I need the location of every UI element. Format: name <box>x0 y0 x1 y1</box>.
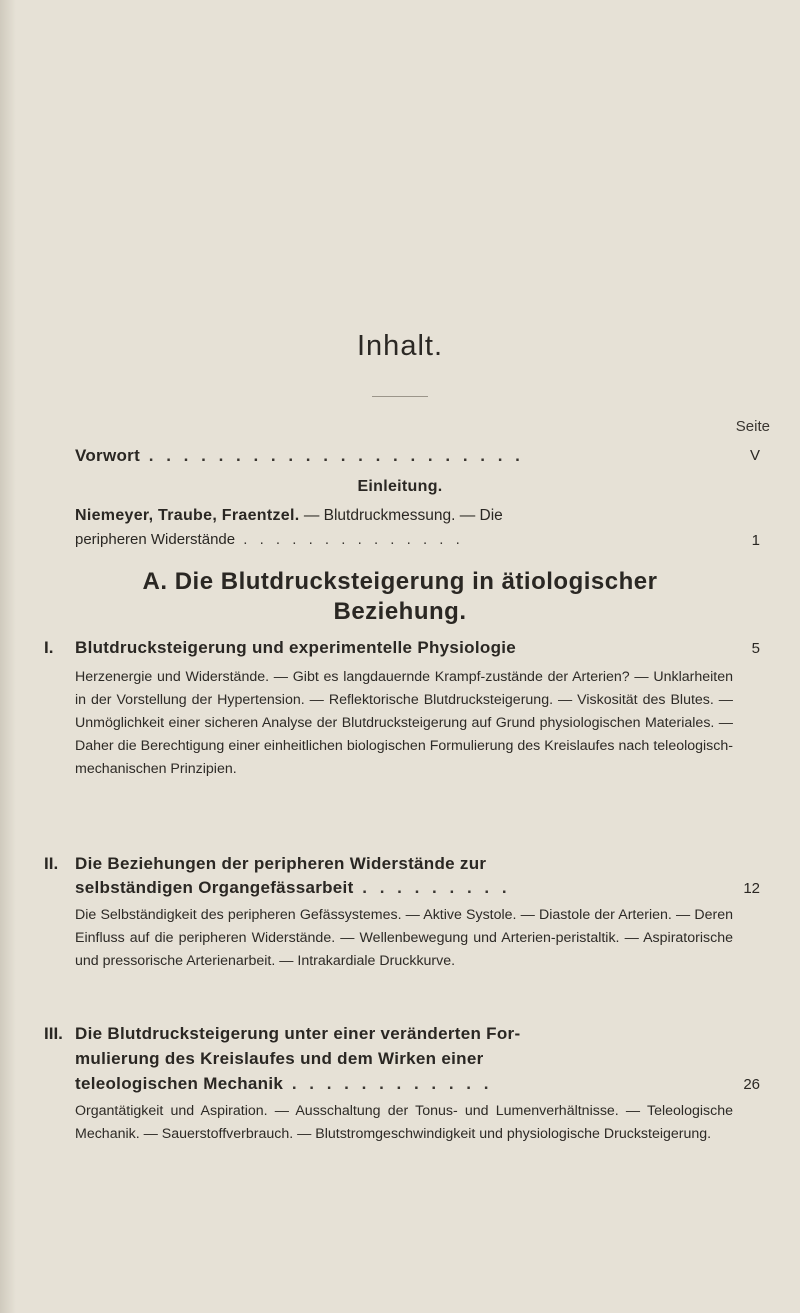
part-a-heading-line-2: Beziehung. <box>333 598 467 625</box>
title-divider <box>372 396 428 397</box>
leader-dots: . . . . . . . . . . . . . . . . . . . . . . <box>140 446 524 465</box>
chapter-2-summary: Die Selbständigkeit des peripheren Gefässystemes. — Aktive Systole. — Diastole der Arterien. — Deren Einfluss auf die peripheren Widerstände. — Wellenbewegung und Arterien-peristaltik. — Aspiratorische und pressorische Arterienarbeit. — Intrakardiale Druckkurve. <box>75 907 733 969</box>
vorwort-page: V <box>749 447 760 464</box>
chapter-3-numeral: III. <box>44 1024 63 1043</box>
einleitung-text-1: — Blutdruckmessung. — Die <box>303 507 503 524</box>
page-column-header: Seite <box>735 418 770 435</box>
chapter-2-title-line-1[interactable]: Die Beziehungen der peripheren Widerstände zur <box>75 854 487 873</box>
chapter-1-numeral: I. <box>44 638 54 657</box>
einleitung-text-2: peripheren Widerstände <box>75 531 236 548</box>
vorwort-label: Vorwort <box>75 446 141 465</box>
chapter-1-title[interactable]: Blutdrucksteigerung und experimentelle Physiologie <box>75 638 517 657</box>
einleitung-page: 1 <box>751 532 760 549</box>
leader-dots: . . . . . . . . . . . . . . <box>235 531 464 548</box>
toc-entry-einleitung-cont[interactable] <box>75 531 725 548</box>
chapter-3-summary: Organtätigkeit und Aspiration. — Ausschaltung der Tonus- und Lumenverhältnisse. — Teleologische Mechanik. — Sauerstoffverbrauch. — Blutstromgeschwindigkeit und physiologische Drucksteigerung. <box>75 1103 733 1142</box>
chapter-3-page: 26 <box>743 1076 760 1093</box>
chapter-2-title-line-2[interactable] <box>75 878 725 898</box>
leader-dots: . . . . . . . . . . . . <box>283 1074 493 1093</box>
chapter-2-page: 12 <box>743 880 760 897</box>
chapter-3-title-line-3[interactable] <box>75 1074 725 1094</box>
chapter-1-summary: Herzenergie und Widerstände. — Gibt es langdauernde Krampf-zustände der Arterien? — Unklarheiten in der Vorstellung der Hypertension. — Reflektorische Blutdrucksteigerung. — Viskosität des Blutes. — Unmöglichkeit einer sicheren Analyse der Blutdrucksteigerung auf Grund physiologischen Materiales. — Daher die Berechtigung einer einheitlichen biologischen Formulierung des Kreislaufes nach teleologisch-mechanischen Prinzipien. <box>75 669 733 777</box>
chapter-3-title-text: teleologischen Mechanik <box>75 1074 284 1093</box>
toc-entry-vorwort[interactable] <box>75 446 725 466</box>
page-binding-edge <box>0 0 16 1313</box>
chapter-2-numeral: II. <box>44 854 59 873</box>
chapter-1-page: 5 <box>751 640 760 657</box>
leader-dots: . . . . . . . . . <box>353 878 511 897</box>
chapter-3-title-line-2[interactable]: mulierung des Kreislaufes und dem Wirken einer <box>75 1049 484 1068</box>
toc-entry-einleitung[interactable] <box>75 507 725 525</box>
einleitung-heading: Einleitung. <box>357 478 443 495</box>
part-a-heading-line-1: A. Die Blutdrucksteigerung in ätiologischer <box>142 568 658 595</box>
page-title: Inhalt. <box>357 330 443 362</box>
chapter-3-title-line-1[interactable]: Die Blutdrucksteigerung unter einer veränderten For- <box>75 1024 521 1043</box>
einleitung-authors: Niemeyer, Traube, Fraentzel. <box>75 507 300 524</box>
chapter-2-title-text: selbständigen Organgefässarbeit <box>75 878 354 897</box>
